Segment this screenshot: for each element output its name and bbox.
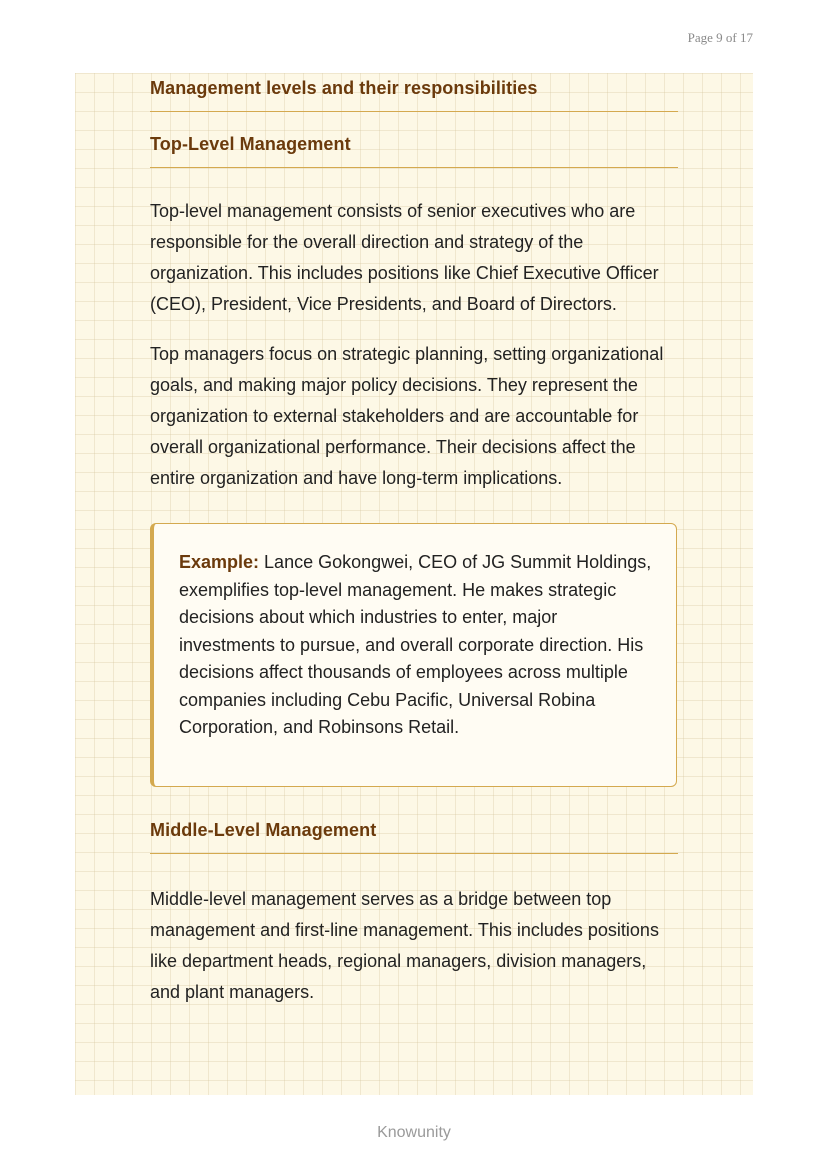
middle-level-heading: Middle-Level Management xyxy=(150,820,678,854)
document-content xyxy=(150,73,678,1008)
main-heading: Management levels and their responsibilities xyxy=(150,73,678,112)
document-sheet xyxy=(75,73,753,1095)
page-number: Page 9 of 17 xyxy=(687,30,753,45)
example-body: Lance Gokongwei, CEO of JG Summit Holdings, exemplifies top-level management. He makes strategic decisions about which industries to enter, major investments to pursue, and overall corporate direction. His decisions affect thousands of employees across multiple companies including Cebu Pacific, Universal Robina Corporation, and Robinsons Retail. xyxy=(179,552,652,737)
example-label: Example: xyxy=(179,552,260,572)
example-callout xyxy=(150,523,677,787)
top-level-paragraph-1: Top-level management consists of senior executives who are responsible for the overall direction and strategy of the organization. This includes positions like Chief Executive Officer (CEO), President, Vice Presidents, and Board of Directors. xyxy=(150,201,659,314)
middle-level-paragraph-1: Middle-level management serves as a bridge between top management and first-line management. This includes positions like department heads, regional managers, division managers, and plant managers. xyxy=(150,889,659,1002)
example-text xyxy=(179,549,652,742)
footer-brand: Knowunity xyxy=(377,1124,451,1141)
top-level-paragraph-2: Top managers focus on strategic planning, setting organizational goals, and making major policy decisions. They represent the organization to external stakeholders and are accountable for overall organizational performance. Their decisions affect the entire organization and have long-term implications. xyxy=(150,344,664,488)
top-level-heading: Top-Level Management xyxy=(150,134,678,168)
